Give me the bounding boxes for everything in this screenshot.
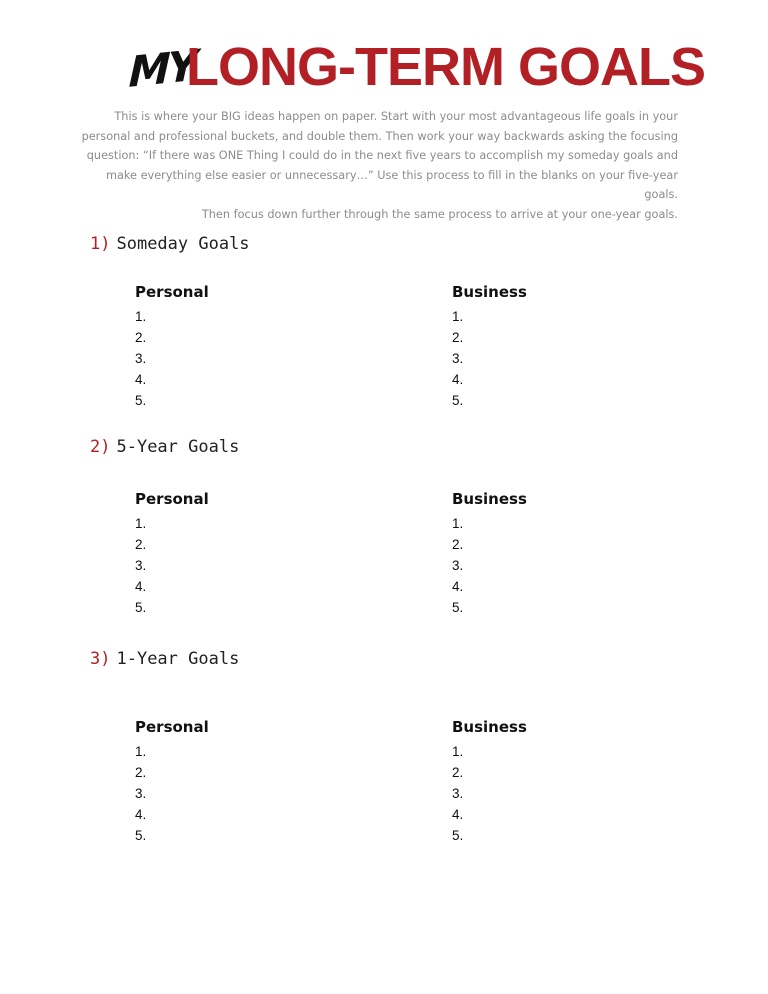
section-heading-someday	[90, 234, 250, 254]
column-label-personal: Personal	[135, 283, 209, 301]
goal-item: 5.	[452, 828, 464, 843]
intro-paragraph	[80, 107, 678, 224]
column-label-business: Business	[452, 283, 527, 301]
goal-item: 3.	[135, 558, 147, 573]
goal-item: 3.	[135, 351, 147, 366]
section-heading-1-year	[90, 649, 239, 669]
section-number: 2)	[90, 437, 111, 457]
my-logo-text: MY	[128, 40, 196, 97]
goal-item: 3.	[135, 786, 147, 801]
goal-item: 2.	[452, 765, 464, 780]
intro-line: personal and professional buckets, and double them. Then work your way backwards asking the focusing	[81, 129, 678, 143]
goal-item: 5.	[135, 600, 147, 615]
goal-item: 2.	[452, 330, 464, 345]
goal-item: 2.	[135, 330, 147, 345]
goal-item: 3.	[452, 786, 464, 801]
someday-business-column	[452, 282, 652, 411]
section-number: 3)	[90, 649, 111, 669]
1-year-personal-column	[135, 717, 335, 846]
intro-line: Then focus down further through the same process to arrive at your one-year goals.	[201, 207, 678, 221]
goal-item: 2.	[135, 537, 147, 552]
section-title: 1-Year Goals	[116, 649, 240, 669]
goal-item: 4.	[452, 807, 464, 822]
1-year-business-column	[452, 717, 652, 846]
goal-item: 1.	[135, 516, 147, 531]
intro-line: make everything else easier or unnecessary…” Use this process to fill in the blanks on your five-year goals.	[105, 168, 678, 201]
someday-personal-column	[135, 282, 335, 411]
section-title: Someday Goals	[116, 234, 250, 254]
goal-item: 5.	[135, 828, 147, 843]
goal-item: 1.	[452, 309, 464, 324]
section-title: 5-Year Goals	[116, 437, 240, 457]
goal-item: 1.	[452, 744, 464, 759]
goal-item: 4.	[452, 579, 464, 594]
goal-item: 4.	[135, 579, 147, 594]
goal-item: 5.	[452, 600, 464, 615]
5-year-personal-column	[135, 489, 335, 618]
section-heading-5-year	[90, 437, 239, 457]
page-title: LONG-TERM GOALS	[186, 37, 705, 97]
column-label-personal: Personal	[135, 490, 209, 508]
column-label-personal: Personal	[135, 718, 209, 736]
column-label-business: Business	[452, 490, 527, 508]
goal-item: 4.	[135, 372, 147, 387]
intro-line: This is where your BIG ideas happen on paper. Start with your most advantageous life goals in your	[114, 110, 678, 123]
goal-item: 3.	[452, 558, 464, 573]
goal-item: 1.	[135, 744, 147, 759]
goal-item: 2.	[135, 765, 147, 780]
goal-item: 4.	[452, 372, 464, 387]
5-year-business-column	[452, 489, 652, 618]
intro-line: question: “If there was ONE Thing I could do in the next five years to accomplish my someday goals and	[86, 149, 678, 162]
goal-item: 1.	[452, 516, 464, 531]
section-number: 1)	[90, 234, 111, 254]
goal-item: 5.	[135, 393, 147, 408]
goal-item: 4.	[135, 807, 147, 822]
column-label-business: Business	[452, 718, 527, 736]
goal-item: 1.	[135, 309, 147, 324]
page-header	[128, 36, 728, 96]
goal-item: 3.	[452, 351, 464, 366]
goal-item: 2.	[452, 537, 464, 552]
goal-item: 5.	[452, 393, 464, 408]
